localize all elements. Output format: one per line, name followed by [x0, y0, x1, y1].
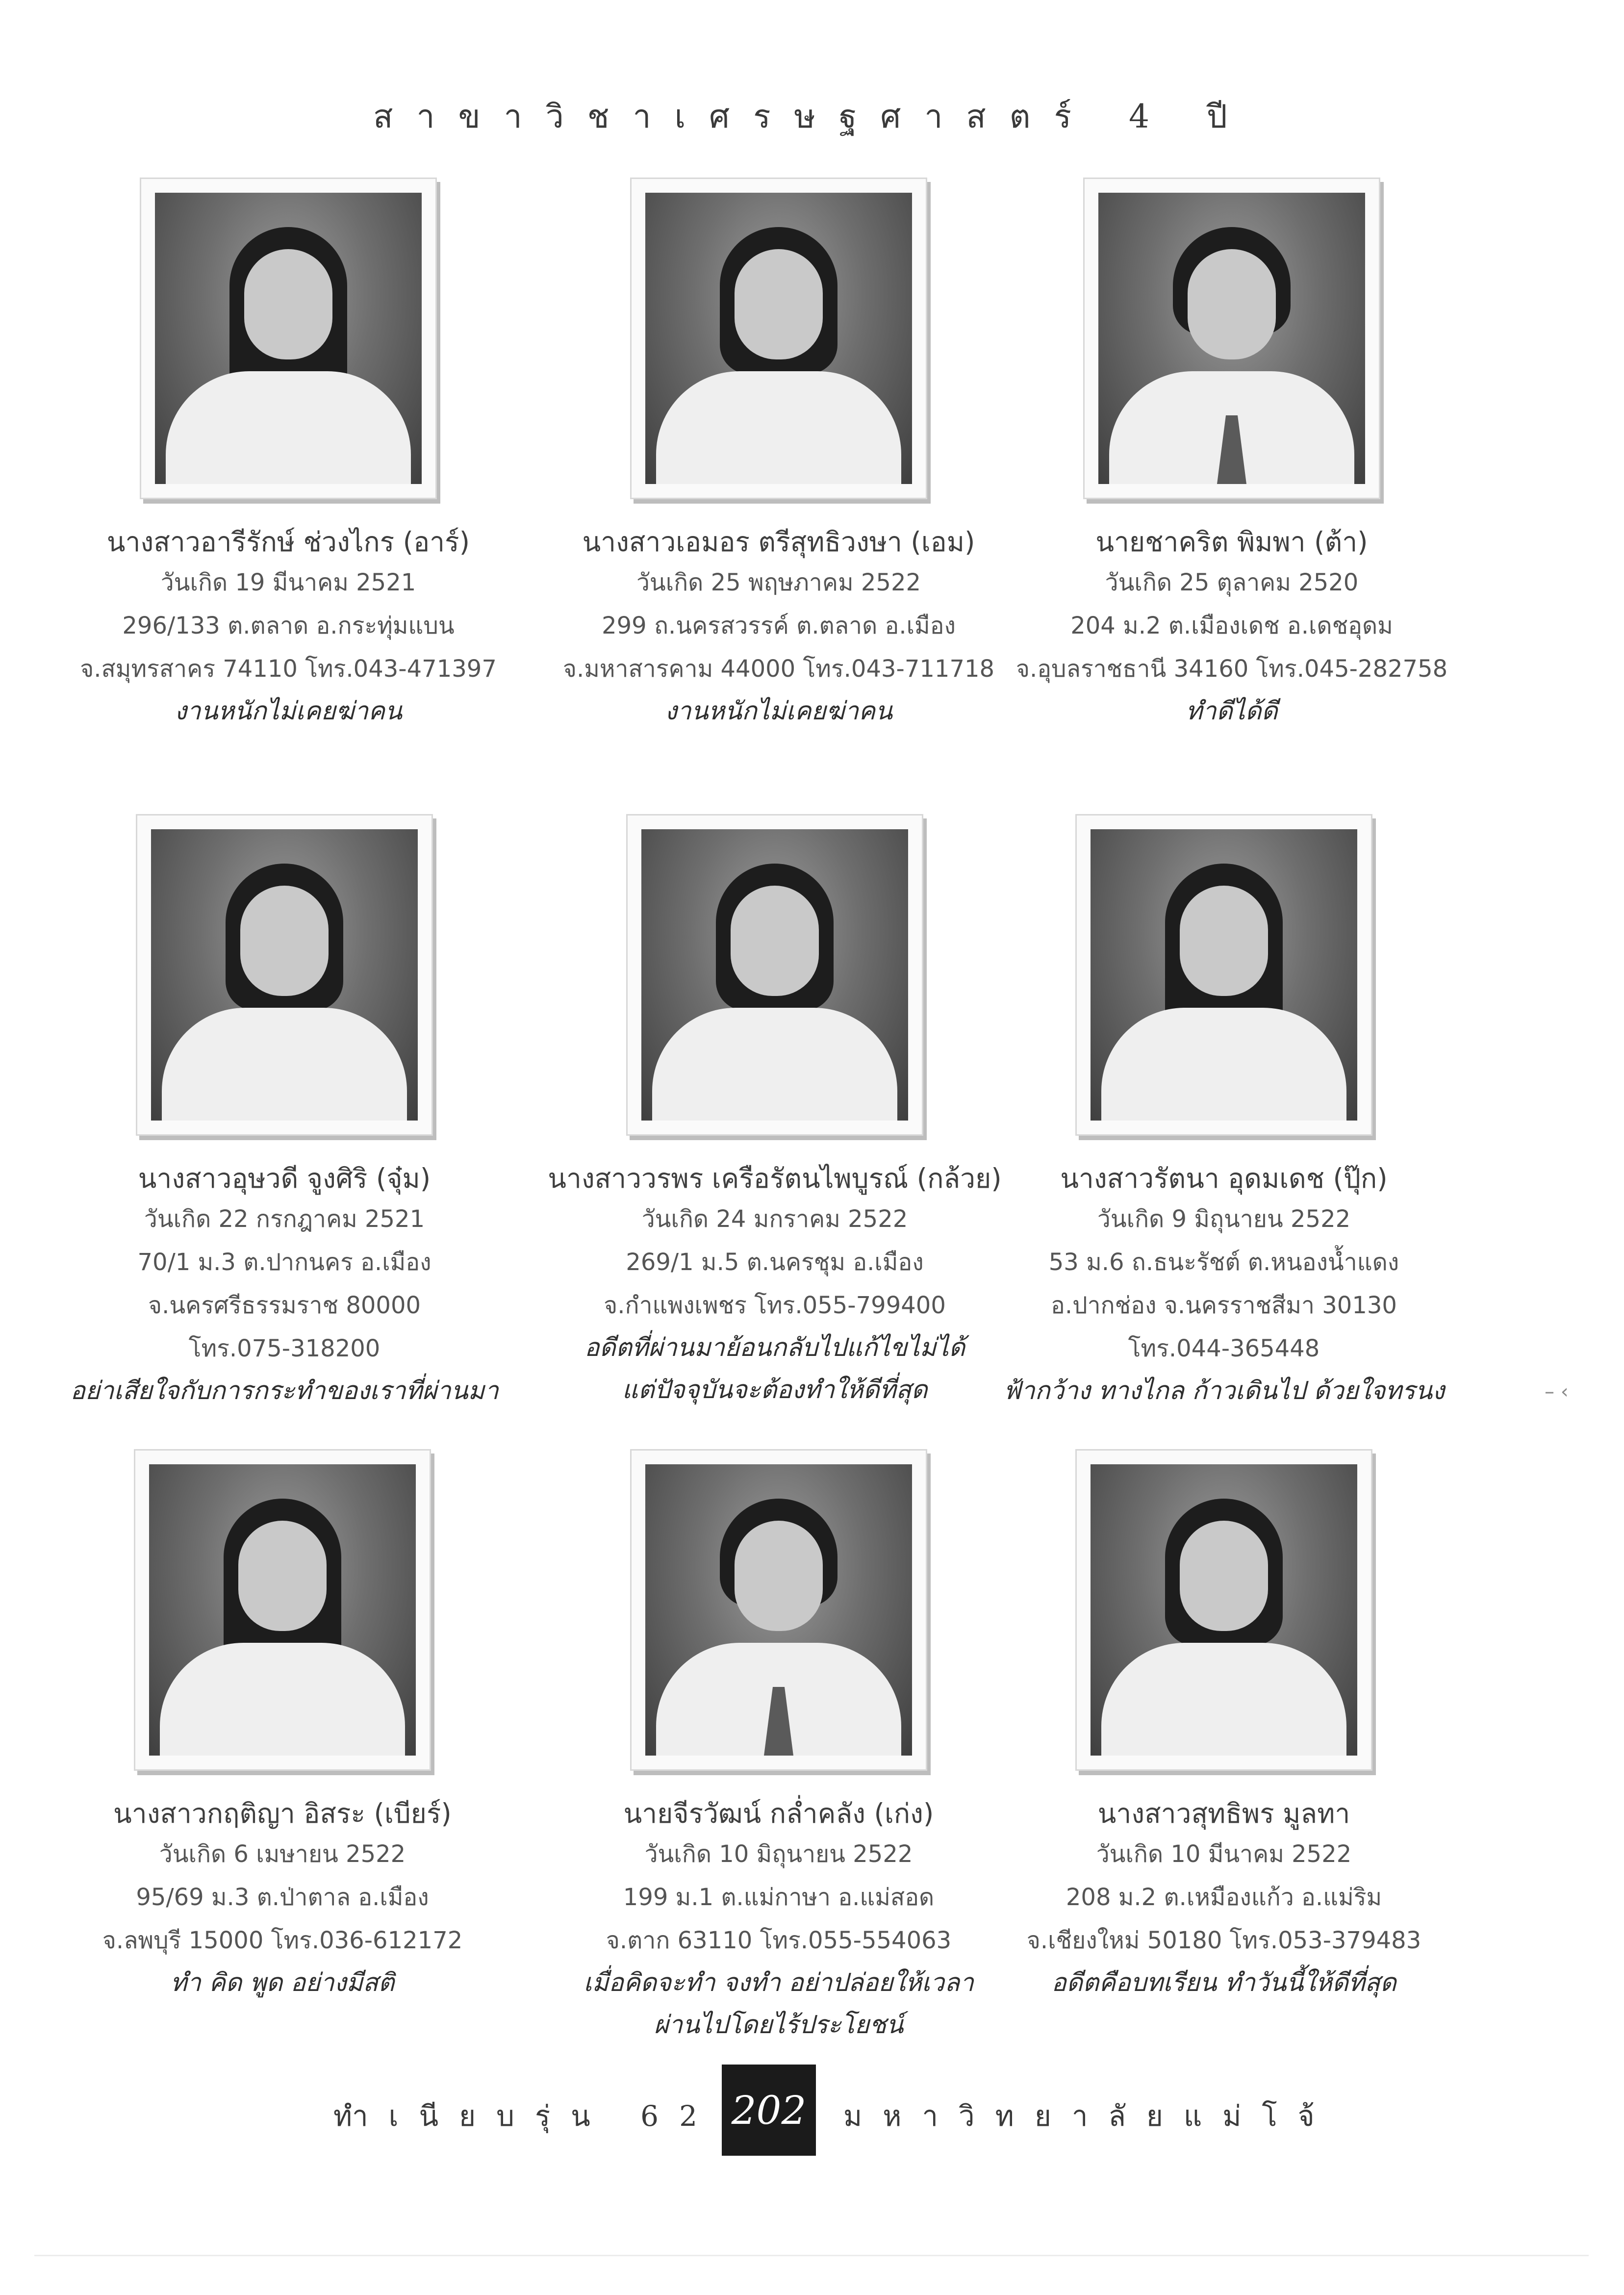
student-motto: แต่ปัจจุบันจะต้องทำให้ดีที่สุด	[622, 1376, 928, 1404]
student-name: นายชาคริต พิมพา (ต้า)	[1095, 526, 1368, 558]
student-motto: ทำ คิด พูด อย่างมีสติ	[170, 1968, 395, 1997]
student-address: 95/69 ม.3 ต.ป่าตาล อ.เมือง	[136, 1884, 429, 1911]
student-address: จ.เชียงใหม่ 50180 โทร.053-379483	[1026, 1927, 1421, 1954]
student-card	[979, 814, 1469, 1412]
student-address: จ.สมุทรสาคร 74110 โทร.043-471397	[80, 655, 497, 683]
student-name: นางสาวรัตนา อุดมเดช (ปุ๊ก)	[1060, 1163, 1388, 1194]
student-photo	[140, 178, 437, 499]
student-address: จ.กำแพงเพชร โทร.055-799400	[604, 1292, 946, 1319]
student-card	[533, 1449, 1024, 2046]
student-address: 70/1 ม.3 ต.ปากนคร อ.เมือง	[137, 1249, 431, 1276]
student-birthday: วันเกิด 19 มีนาคม 2521	[160, 569, 416, 596]
student-address: 299 ถ.นครสวรรค์ ต.ตลาด อ.เมือง	[602, 612, 956, 639]
section-title: สาขาวิชาเศรษฐศาสตร์ 4 ปี	[373, 98, 1251, 135]
student-address: 53 ม.6 ถ.ธนะรัชต์ ต.หนองน้ำแดง	[1048, 1249, 1399, 1276]
student-name: นายจีรวัฒน์ กล่ำคลัง (เก่ง)	[623, 1798, 934, 1829]
student-name: นางสาวเอมอร ตรีสุทธิวงษา (เอม)	[582, 526, 975, 558]
student-birthday: วันเกิด 10 มิถุนายน 2522	[644, 1840, 913, 1868]
student-phone: โทร.044-365448	[1128, 1335, 1320, 1362]
student-address: จ.อุบลราชธานี 34160 โทร.045-282758	[1015, 655, 1448, 683]
student-birthday: วันเกิด 10 มีนาคม 2522	[1096, 1840, 1352, 1868]
student-photo	[1075, 814, 1372, 1136]
student-birthday: วันเกิด 6 เมษายน 2522	[159, 1840, 406, 1868]
footer-university: มหาวิทยาลัยแม่โจ้	[843, 2099, 1335, 2133]
student-birthday: วันเกิด 22 กรกฎาคม 2521	[144, 1205, 425, 1233]
student-motto: อย่าเสียใจกับการกระทำของเราที่ผ่านมา	[70, 1377, 499, 1405]
student-motto: อดีตที่ผ่านมาย้อนกลับไปแก้ไขไม่ได้	[584, 1333, 965, 1362]
student-name: นางสาวอุษวดี จูงศิริ (จุ๋ม)	[138, 1163, 431, 1194]
student-phone: โทร.075-318200	[188, 1335, 381, 1362]
student-name: นางสาวสุทธิพร มูลทา	[1097, 1798, 1350, 1829]
bottom-divider	[34, 2255, 1589, 2256]
student-photo	[136, 814, 433, 1136]
student-motto: ฟ้ากว้าง ทางไกล ก้าวเดินไป ด้วยใจทรนง	[1003, 1377, 1445, 1405]
student-name: นางสาววรพร เครือรัตนไพบูรณ์ (กล้วย)	[548, 1163, 1002, 1194]
student-motto: งานหนักไม่เคยฆ่าคน	[665, 697, 892, 726]
student-card	[37, 1449, 528, 2004]
page-footer	[0, 2065, 1624, 2156]
student-motto: งานหนักไม่เคยฆ่าคน	[175, 697, 402, 726]
student-photo	[630, 178, 927, 499]
student-photo	[1083, 178, 1380, 499]
student-address: จ.ลพบุรี 15000 โทร.036-612172	[102, 1927, 463, 1954]
footer-yearbook-title: ทำเนียบรุ่น 62	[333, 2099, 718, 2133]
student-card	[530, 814, 1020, 1411]
student-address: 269/1 ม.5 ต.นครชุม อ.เมือง	[626, 1249, 924, 1276]
student-name: นางสาวอารีรักษ์ ช่วงไกร (อาร์)	[106, 526, 470, 558]
student-card	[533, 178, 1024, 733]
student-photo	[630, 1449, 927, 1771]
student-card	[987, 178, 1477, 733]
student-photo	[134, 1449, 431, 1771]
student-address: จ.นครศรีธรรมราช 80000	[148, 1292, 421, 1319]
student-motto: ทำดีได้ดี	[1186, 697, 1278, 726]
student-birthday: วันเกิด 24 มกราคม 2522	[641, 1205, 908, 1233]
student-photo	[1075, 1449, 1372, 1771]
student-birthday: วันเกิด 9 มิถุนายน 2522	[1097, 1205, 1351, 1233]
student-address: 296/133 ต.ตลาด อ.กระทุ่มแบน	[122, 612, 455, 639]
student-photo	[626, 814, 923, 1136]
student-birthday: วันเกิด 25 ตุลาคม 2520	[1105, 569, 1359, 596]
student-address: 204 ม.2 ต.เมืองเดช อ.เดชอุดม	[1070, 612, 1393, 639]
student-address: จ.ตาก 63110 โทร.055-554063	[606, 1927, 952, 1954]
page-number: 202	[722, 2065, 816, 2156]
student-card	[43, 178, 533, 733]
student-name: นางสาวกฤติญา อิสระ (เบียร์)	[113, 1798, 452, 1829]
student-motto: ผ่านไปโดยไร้ประโยชน์	[654, 2011, 904, 2040]
student-address: 199 ม.1 ต.แม่กาษา อ.แม่สอด	[623, 1884, 935, 1911]
student-address: 208 ม.2 ต.เหมืองแก้ว อ.แม่ริม	[1066, 1884, 1382, 1911]
student-card	[39, 814, 530, 1412]
student-birthday: วันเกิด 25 พฤษภาคม 2522	[636, 569, 921, 596]
student-motto: อดีตคือบทเรียน ทำวันนี้ให้ดีที่สุด	[1051, 1968, 1396, 1997]
student-card	[979, 1449, 1469, 2004]
student-address: จ.มหาสารคาม 44000 โทร.043-711718	[562, 655, 995, 683]
student-address: อ.ปากช่อง จ.นครราชสีมา 30130	[1051, 1292, 1397, 1319]
student-motto: เมื่อคิดจะทำ จงทำ อย่าปล่อยให้เวลา	[584, 1968, 974, 1997]
scan-mark: – ‹	[1545, 1380, 1569, 1403]
